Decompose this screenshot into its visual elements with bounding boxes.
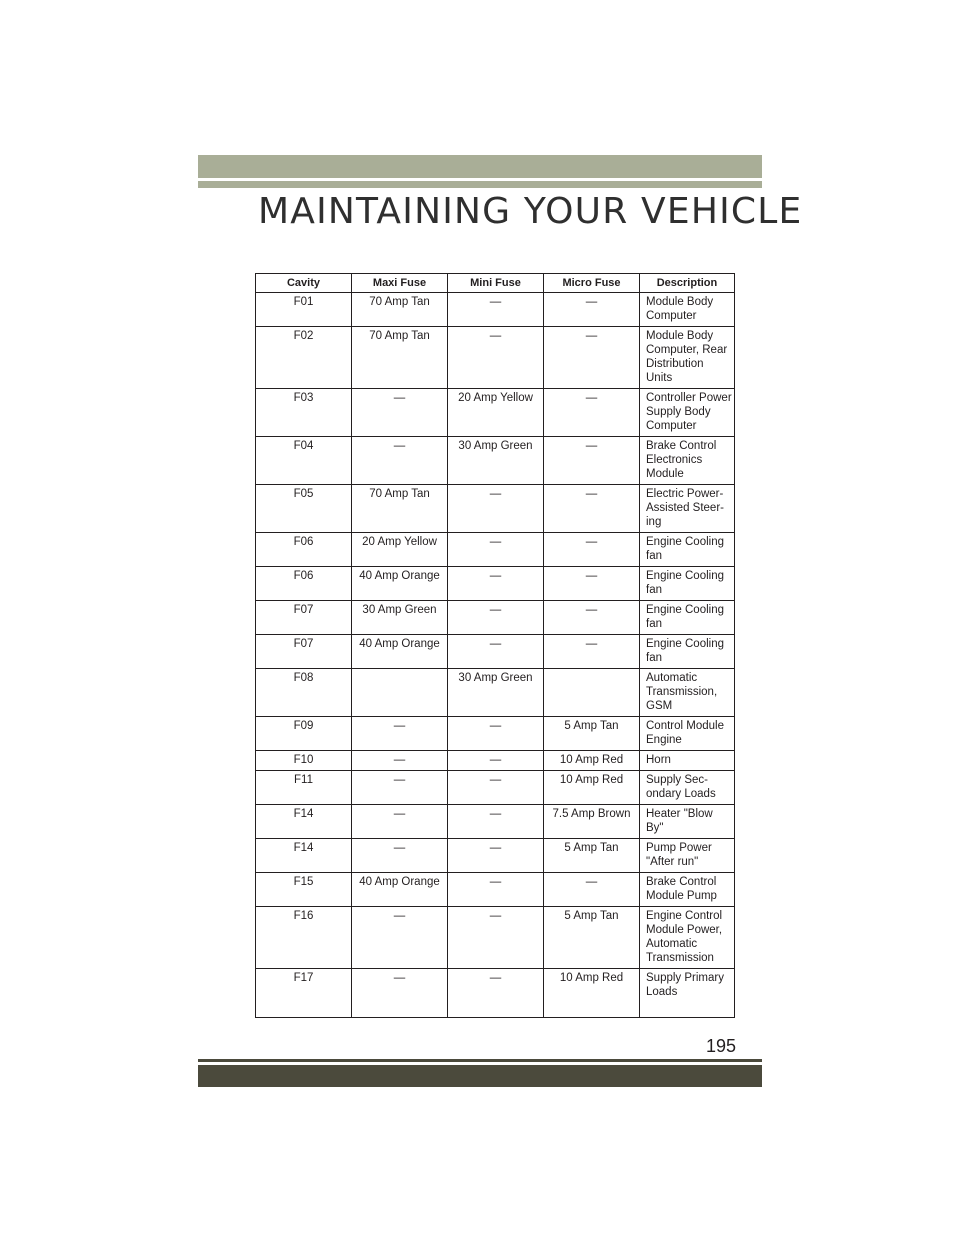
mini-fuse-cell: —	[448, 327, 544, 389]
cavity-cell: F14	[256, 805, 352, 839]
table-row	[256, 771, 735, 805]
header-row	[256, 274, 735, 293]
micro-fuse-cell: —	[544, 601, 640, 635]
table-row	[256, 751, 735, 771]
table-row	[256, 635, 735, 669]
micro-fuse-cell: —	[544, 389, 640, 437]
micro-fuse-cell: —	[544, 567, 640, 601]
cavity-cell: F01	[256, 293, 352, 327]
maxi-fuse-cell: —	[352, 717, 448, 751]
table-row	[256, 567, 735, 601]
table-row	[256, 669, 735, 717]
table-row	[256, 293, 735, 327]
header-band	[198, 155, 762, 178]
description-cell: Horn	[640, 751, 735, 771]
mini-fuse-cell: —	[448, 771, 544, 805]
table-row	[256, 389, 735, 437]
section-title: MAINTAINING YOUR VEHICLE	[258, 191, 803, 232]
micro-fuse-cell: 5 Amp Tan	[544, 907, 640, 969]
mini-fuse-cell: —	[448, 485, 544, 533]
cavity-cell: F14	[256, 839, 352, 873]
micro-fuse-cell: —	[544, 293, 640, 327]
description-cell: Automatic Transmission, GSM	[640, 669, 735, 717]
cavity-cell: F09	[256, 717, 352, 751]
cavity-cell: F06	[256, 567, 352, 601]
description-cell: Module Body Computer, Rear Distribution Units	[640, 327, 735, 389]
description-cell: Engine Cooling fan	[640, 601, 735, 635]
description-cell: Brake Control Electronics Module	[640, 437, 735, 485]
column-header-cavity: Cavity	[256, 274, 352, 293]
table-row	[256, 839, 735, 873]
table-row	[256, 907, 735, 969]
cavity-cell: F16	[256, 907, 352, 969]
description-cell: Engine Cooling fan	[640, 533, 735, 567]
cavity-cell: F03	[256, 389, 352, 437]
micro-fuse-cell: 5 Amp Tan	[544, 839, 640, 873]
fuse-table-header	[256, 274, 735, 293]
maxi-fuse-cell: —	[352, 805, 448, 839]
maxi-fuse-cell: 70 Amp Tan	[352, 327, 448, 389]
micro-fuse-cell: 10 Amp Red	[544, 751, 640, 771]
mini-fuse-cell: —	[448, 805, 544, 839]
column-header-mini-fuse: Mini Fuse	[448, 274, 544, 293]
table-row	[256, 533, 735, 567]
maxi-fuse-cell: —	[352, 389, 448, 437]
footer-band	[198, 1065, 762, 1087]
page-number: 195	[705, 1036, 736, 1056]
table-row	[256, 873, 735, 907]
mini-fuse-cell: —	[448, 567, 544, 601]
cavity-cell: F06	[256, 533, 352, 567]
mini-fuse-cell: —	[448, 533, 544, 567]
cavity-cell: F10	[256, 751, 352, 771]
micro-fuse-cell: —	[544, 437, 640, 485]
description-cell: Control Module Engine	[640, 717, 735, 751]
mini-fuse-cell: —	[448, 293, 544, 327]
maxi-fuse-cell: 70 Amp Tan	[352, 485, 448, 533]
table-row	[256, 717, 735, 751]
mini-fuse-cell: —	[448, 907, 544, 969]
mini-fuse-cell: —	[448, 751, 544, 771]
description-cell: Supply Sec-ondary Loads	[640, 771, 735, 805]
description-cell: Engine Cooling fan	[640, 567, 735, 601]
micro-fuse-cell: 10 Amp Red	[544, 771, 640, 805]
description-cell: Module Body Computer	[640, 293, 735, 327]
maxi-fuse-cell: 30 Amp Green	[352, 601, 448, 635]
description-cell: Brake Control Module Pump	[640, 873, 735, 907]
micro-fuse-cell: 5 Amp Tan	[544, 717, 640, 751]
footer-rule	[198, 1059, 762, 1062]
cavity-cell: F08	[256, 669, 352, 717]
cavity-cell: F17	[256, 969, 352, 1018]
micro-fuse-cell: —	[544, 635, 640, 669]
micro-fuse-cell: 7.5 Amp Brown	[544, 805, 640, 839]
description-cell: Engine Control Module Power, Automatic Transmission	[640, 907, 735, 969]
cavity-cell: F07	[256, 601, 352, 635]
micro-fuse-cell: 10 Amp Red	[544, 969, 640, 1018]
maxi-fuse-cell: —	[352, 771, 448, 805]
mini-fuse-cell: 30 Amp Green	[448, 437, 544, 485]
column-header-description: Description	[640, 274, 735, 293]
maxi-fuse-cell: —	[352, 437, 448, 485]
maxi-fuse-cell: —	[352, 839, 448, 873]
micro-fuse-cell: —	[544, 485, 640, 533]
cavity-cell: F04	[256, 437, 352, 485]
maxi-fuse-cell: 40 Amp Orange	[352, 873, 448, 907]
fuse-table	[255, 273, 735, 1018]
description-cell: Heater "Blow By"	[640, 805, 735, 839]
maxi-fuse-cell: —	[352, 969, 448, 1018]
description-cell: Electric Power-Assisted Steer-ing	[640, 485, 735, 533]
description-cell: Supply Primary Loads	[640, 969, 735, 1018]
cavity-cell: F02	[256, 327, 352, 389]
micro-fuse-cell: —	[544, 327, 640, 389]
header-rule	[198, 181, 762, 188]
mini-fuse-cell: —	[448, 601, 544, 635]
table-row	[256, 601, 735, 635]
micro-fuse-cell: —	[544, 873, 640, 907]
micro-fuse-cell	[544, 669, 640, 717]
cavity-cell: F05	[256, 485, 352, 533]
fuse-table-body	[256, 293, 735, 1018]
mini-fuse-cell: 30 Amp Green	[448, 669, 544, 717]
description-cell: Controller Power Supply Body Computer	[640, 389, 735, 437]
cavity-cell: F15	[256, 873, 352, 907]
mini-fuse-cell: —	[448, 635, 544, 669]
maxi-fuse-cell: 70 Amp Tan	[352, 293, 448, 327]
description-cell: Engine Cooling fan	[640, 635, 735, 669]
micro-fuse-cell: —	[544, 533, 640, 567]
table-row	[256, 969, 735, 1018]
column-header-micro-fuse: Micro Fuse	[544, 274, 640, 293]
table-row	[256, 805, 735, 839]
maxi-fuse-cell: —	[352, 751, 448, 771]
table-row	[256, 327, 735, 389]
table-row	[256, 437, 735, 485]
mini-fuse-cell: —	[448, 717, 544, 751]
cavity-cell: F07	[256, 635, 352, 669]
maxi-fuse-cell: 20 Amp Yellow	[352, 533, 448, 567]
maxi-fuse-cell: 40 Amp Orange	[352, 567, 448, 601]
maxi-fuse-cell: 40 Amp Orange	[352, 635, 448, 669]
cavity-cell: F11	[256, 771, 352, 805]
mini-fuse-cell: —	[448, 873, 544, 907]
description-cell: Pump Power "After run"	[640, 839, 735, 873]
mini-fuse-cell: —	[448, 839, 544, 873]
maxi-fuse-cell: —	[352, 907, 448, 969]
mini-fuse-cell: 20 Amp Yellow	[448, 389, 544, 437]
column-header-maxi-fuse: Maxi Fuse	[352, 274, 448, 293]
mini-fuse-cell: —	[448, 969, 544, 1018]
table-row	[256, 485, 735, 533]
maxi-fuse-cell	[352, 669, 448, 717]
